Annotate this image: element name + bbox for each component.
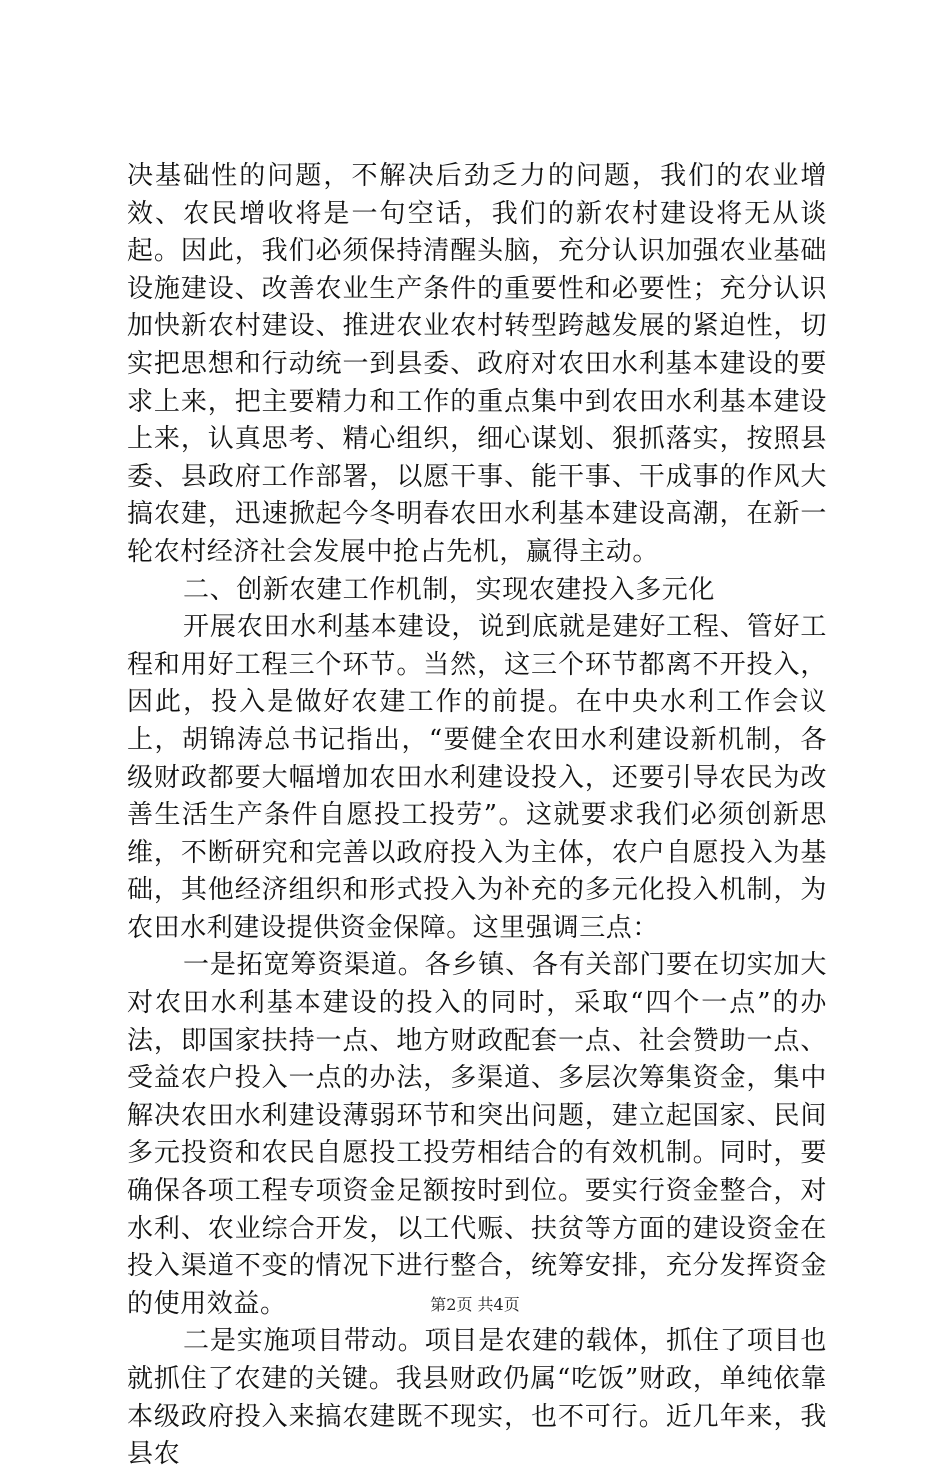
paragraph: 一是拓宽筹资渠道。各乡镇、各有关部门要在切实加大对农田水利基本建设的投入的同时，采取“四个一点”的办法，即国家扶持一点、地方财政配套一点、社会赞助一点、受益农户投入一点的办法，多渠道、多层次筹集资金，集中解决农田水利建设薄弱环节和突出问题，建立起国家、民间多元投资和农民自愿投工投劳相结合的有效机制。同时，要确保各项工程专项资金足额按时到位。要实行资金整合，对水利、农业综合开发，以工代赈、扶贫等方面的建设资金在投入渠道不变的情况下进行整合，统筹安排，充分发挥资金的使用效益。 bbox=[127, 950, 827, 1319]
paragraph: 开展农田水利基本建设，说到底就是建好工程、管好工程和用好工程三个环节。当然，这三个环节都离不开投入，因此，投入是做好农建工作的前提。在中央水利工作会议上，胡锦涛总书记指出，“要健全农田水利建设新机制，各级财政都要大幅增加农田水利建设投入，还要引导农民为改善生活生产条件自愿投工投劳”。这就要求我们必须创新思维，不断研究和完善以政府投入为主体，农户自愿投入为基础，其他经济组织和形式投入为补充的多元化投入机制，为农田水利建设提供资金保障。这里强调三点： bbox=[127, 612, 827, 943]
document-body bbox=[127, 158, 827, 1474]
section-heading: 二、创新农建工作机制，实现农建投入多元化 bbox=[183, 574, 716, 605]
paragraph: 二是实施项目带动。项目是农建的载体，抓住了项目也就抓住了农建的关键。我县财政仍属“吃饭”财政，单纯依靠本级政府投入来搞农建既不现实，也不可行。近几年来，我县农 bbox=[127, 1326, 827, 1470]
paragraph-continued: 决基础性的问题，不解决后劲乏力的问题，我们的农业增效、农民增收将是一句空话，我们的新农村建设将无从谈起。因此，我们必须保持清醒头脑，充分认识加强农业基础设施建设、改善农业生产条件的重要性和必要性；充分认识加快新农村建设、推进农业农村转型跨越发展的紧迫性，切实把思想和行动统一到县委、政府对农田水利基本建设的要求上来，把主要精力和工作的重点集中到农田水利基本建设上来，认真思考、精心组织，细心谋划、狠抓落实，按照县委、县政府工作部署，以愿干事、能干事、干成事的作风大搞农建，迅速掀起今冬明春农田水利基本建设高潮，在新一轮农村经济社会发展中抢占先机，赢得主动。 bbox=[127, 161, 827, 567]
page-footer: 第2页 共4页 bbox=[430, 1295, 520, 1314]
